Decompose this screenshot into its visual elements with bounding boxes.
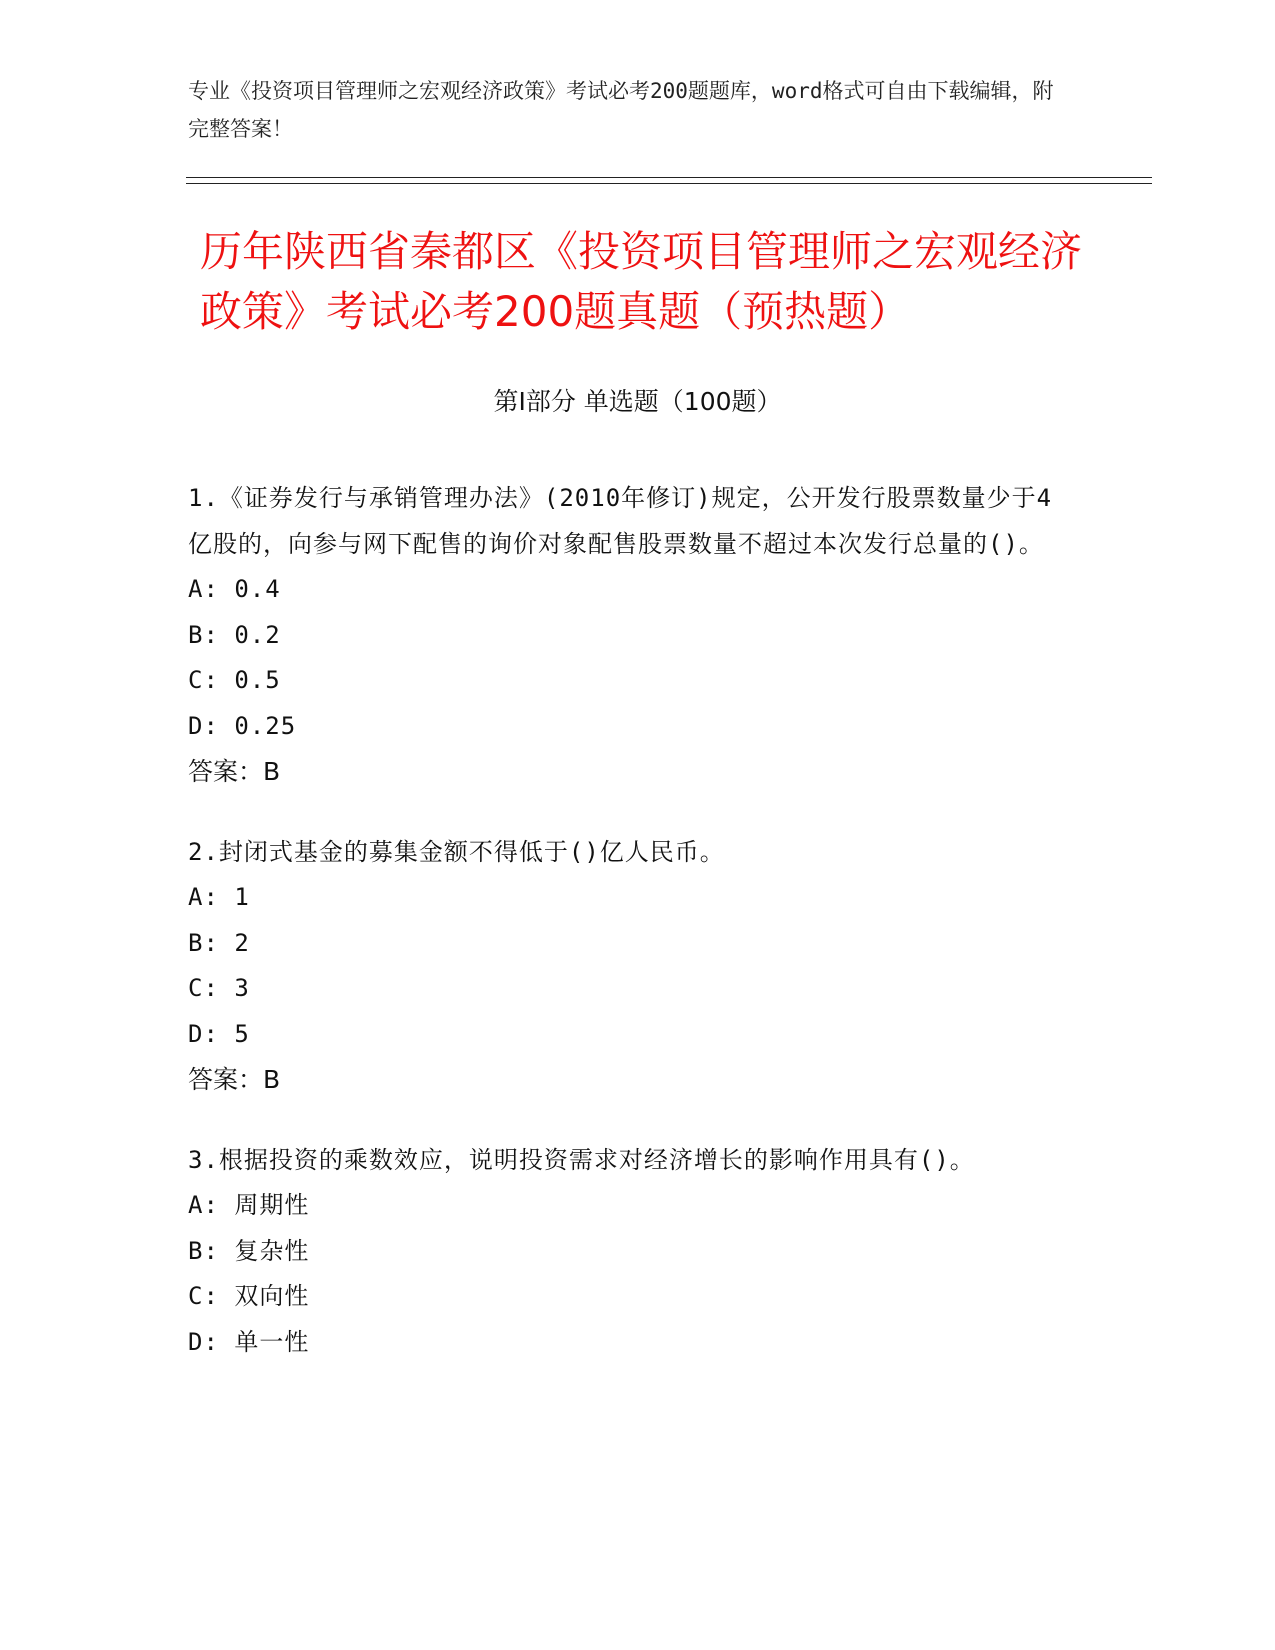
header-divider-bottom [186,183,1152,184]
option-d: D: 单一性 [188,1327,310,1356]
option-b: B: 0.2 [188,620,281,649]
header-divider-top [186,177,1152,178]
question-2 [188,830,1068,1103]
option-c: C: 0.5 [188,666,281,694]
option-a: A: 0.4 [188,575,281,603]
option-a: A: 周期性 [188,1191,310,1219]
document-title: 历年陕西省秦都区《投资项目管理师之宏观经济政策》考试必考200题真题（预热题） [200,227,1083,336]
section-heading: 第I部分 单选题（100题） [493,387,782,416]
option-d: D: 5 [188,1019,250,1048]
option-c: C: 3 [188,974,250,1002]
option-b: B: 2 [188,928,250,957]
question-3 [188,1138,1068,1366]
answer-line: 答案：B [188,757,281,786]
option-c: C: 双向性 [188,1282,310,1310]
answer-line: 答案：B [188,1065,281,1094]
option-a: A: 1 [188,883,250,911]
question-stem: 2.封闭式基金的募集金额不得低于()亿人民币。 [188,837,725,866]
question-stem: 3.根据投资的乘数效应，说明投资需求对经济增长的影响作用具有()。 [188,1145,975,1174]
question-1 [188,476,1068,795]
question-list [188,476,1068,1400]
header-note: 专业《投资项目管理师之宏观经济政策》考试必考200题题库，word格式可自由下载编辑，附完整答案！ [188,79,1054,141]
question-stem: 1.《证券发行与承销管理办法》(2010年修订)规定，公开发行股票数量少于4亿股的，向参与网下配售的询价对象配售股票数量不超过本次发行总量的()。 [188,484,1053,558]
option-b: B: 复杂性 [188,1236,310,1265]
option-d: D: 0.25 [188,711,297,740]
